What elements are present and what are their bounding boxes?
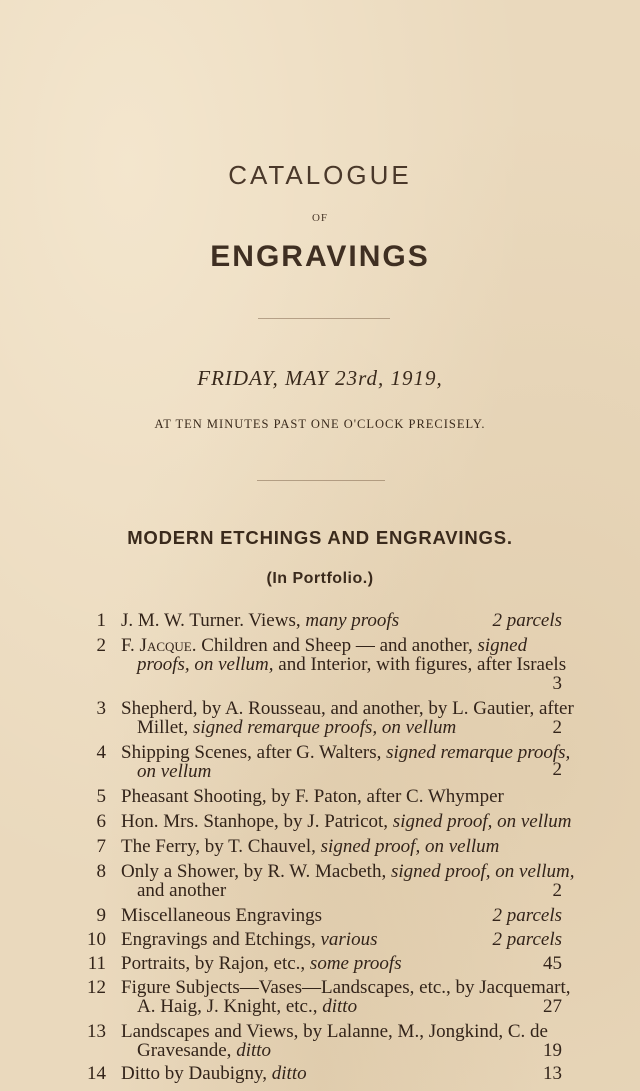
lot-text: Millet, — [137, 717, 193, 738]
lot-text: Only a Shower, by R. W. Macbeth, — [121, 861, 391, 882]
sale-time: AT TEN MINUTES PAST ONE O'CLOCK PRECISELY. — [154, 417, 486, 431]
lot-text-italic: ditto — [271, 1063, 307, 1084]
lot-text: Hon. Mrs. Stanhope, by J. Patricot, — [121, 811, 393, 832]
section-subtitle: (In Portfolio.) — [266, 570, 374, 587]
lot-text: Ditto by Daubigny, — [121, 1063, 272, 1084]
lot-text: The Ferry, by T. Chauvel, — [121, 836, 321, 857]
lot-text: Shipping Scenes, after G. Walters, — [121, 742, 387, 763]
lot-number: 9 — [96, 905, 106, 926]
section-title: MODERN ETCHINGS AND ENGRAVINGS. — [127, 527, 513, 548]
lot-number: 10 — [87, 929, 106, 950]
lot-text: Engravings and Etchings, — [121, 929, 321, 950]
lot-description — [121, 698, 574, 738]
lot-description — [121, 861, 575, 901]
lot-description — [121, 977, 571, 1017]
lot-quantity: 2 parcels — [492, 929, 562, 950]
lot-text: J. M. W. Turner. Views, — [121, 610, 306, 631]
lot-description — [121, 837, 561, 856]
lot-text-italic: many proofs — [305, 610, 400, 631]
lot-text: Children and Sheep — and another, — [196, 635, 478, 656]
lot-quantity: 13 — [543, 1063, 562, 1084]
engravings-title: ENGRAVINGS — [210, 240, 430, 273]
lot-description — [121, 787, 561, 806]
lot-description — [121, 811, 572, 832]
lot-text: F. — [121, 635, 140, 656]
lot-text: Pheasant Shooting, by F. Paton, after C. Whymper — [121, 786, 504, 807]
lot-quantity: 45 — [543, 953, 562, 974]
lot-text-italic: various — [320, 929, 378, 950]
lot-description — [121, 742, 571, 782]
lot-text: Gravesande, — [137, 1040, 237, 1061]
lot-text-italic: ditto — [236, 1040, 272, 1061]
lot-text-italic: signed proof, on vellum — [392, 811, 572, 832]
lot-text: and Interior, with figures, after Israels — [273, 654, 567, 675]
lot-text-italic: signed remarque proofs, — [386, 742, 571, 763]
sale-date: FRIDAY, MAY 23rd, 1919, — [197, 366, 443, 390]
lot-text-smallcaps: Jacque. — [139, 635, 197, 656]
lot-text: Figure Subjects—Vases—Landscapes, etc., by Jacquemart, — [121, 977, 571, 998]
lot-quantity: 2 — [552, 759, 562, 780]
lot-quantity: 2 parcels — [492, 610, 562, 631]
lot-quantity: 2 — [552, 717, 562, 738]
lot-number: 7 — [96, 836, 106, 857]
lot-number: 3 — [96, 698, 106, 719]
lot-text: and another — [137, 880, 227, 901]
lot-text: Shepherd, by A. Rousseau, and another, by L. Gautier, after — [121, 698, 574, 719]
lot-number: 5 — [96, 786, 106, 807]
lot-description — [121, 1064, 561, 1083]
lot-number: 11 — [87, 953, 106, 974]
lot-text-italic: proofs, on vellum, — [137, 654, 274, 675]
lot-description — [121, 954, 561, 973]
lot-description — [121, 635, 567, 675]
lot-number: 13 — [87, 1021, 106, 1042]
lot-quantity: 27 — [543, 996, 562, 1017]
lot-text-italic: signed proof, on vellum, — [390, 861, 575, 882]
lot-number: 12 — [87, 977, 106, 998]
lot-text-italic: signed — [477, 635, 528, 656]
lot-quantity: 19 — [543, 1040, 562, 1061]
lot-number: 8 — [96, 861, 106, 882]
lot-number: 2 — [96, 635, 106, 656]
lot-text-italic: on vellum — [137, 761, 212, 782]
lot-text-italic: signed remarque proofs, on vellum — [192, 717, 457, 738]
lot-quantity: 2 — [552, 880, 562, 901]
lot-description — [121, 1022, 561, 1060]
lot-quantity: 3 — [552, 673, 562, 694]
lot-text-italic: signed proof, on vellum — [320, 836, 500, 857]
lot-number: 6 — [96, 811, 106, 832]
lot-text-italic: ditto — [322, 996, 358, 1017]
lot-text: Landscapes and Views, by Lalanne, M., Jongkind, C. de — [121, 1021, 548, 1042]
catalogue-title: CATALOGUE — [228, 160, 412, 190]
lot-quantity: 2 parcels — [492, 905, 562, 926]
lot-text: Portraits, by Rajon, etc., — [121, 953, 310, 974]
of-text: OF — [311, 212, 329, 224]
lot-text-italic: some proofs — [309, 953, 402, 974]
lot-number: 1 — [96, 610, 106, 631]
lot-number: 14 — [87, 1063, 106, 1084]
lot-text: A. Haig, J. Knight, etc., — [137, 996, 323, 1017]
lot-number: 4 — [96, 742, 106, 763]
lot-text: Miscellaneous Engravings — [121, 905, 323, 926]
